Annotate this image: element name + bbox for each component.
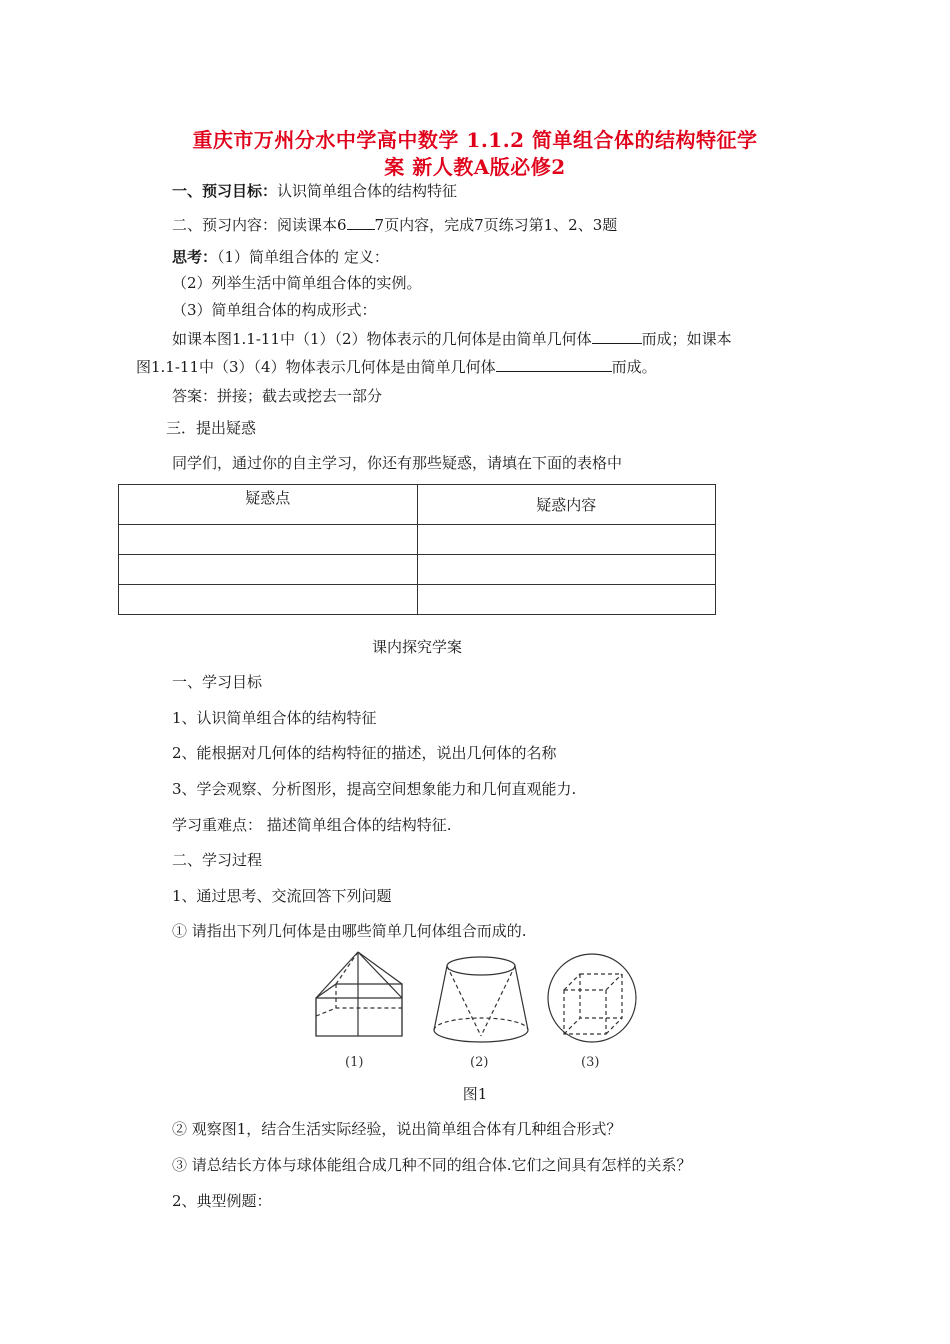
figure-label-3: (3) bbox=[581, 1055, 600, 1070]
goal-1: 1、认识简单组合体的结构特征 bbox=[172, 709, 377, 727]
goals-heading: 一、学习目标 bbox=[172, 673, 263, 691]
goal-3: 3、学会观察、分析图形，提高空间想象能力和几何直观能力. bbox=[172, 780, 577, 798]
table-cell[interactable] bbox=[417, 585, 716, 615]
doubts-table bbox=[118, 484, 716, 615]
inclass-title: 课内探究学案 bbox=[371, 638, 462, 656]
preview-goal bbox=[172, 180, 457, 201]
preview-content-text: 二、预习内容：阅读课本6 bbox=[172, 216, 347, 234]
figure-label-1: (1) bbox=[345, 1055, 364, 1070]
table-row bbox=[119, 555, 716, 585]
table-row bbox=[119, 585, 716, 615]
preview-content bbox=[172, 214, 617, 235]
fill-part3: 图1.1-11中（3）（4）物体表示几何体是由简单几何体 bbox=[136, 358, 496, 376]
step-2: 2、典型例题： bbox=[172, 1192, 272, 1210]
question-2: ② 观察图1，结合生活实际经验，说出简单组合体有几种组合形式？ bbox=[172, 1120, 622, 1138]
figure-1-solids bbox=[300, 944, 650, 1074]
think-q1 bbox=[172, 246, 389, 267]
fill-line-2 bbox=[136, 356, 657, 377]
table-cell[interactable] bbox=[119, 555, 418, 585]
think-label: 思考： bbox=[172, 248, 218, 266]
table-row bbox=[119, 525, 716, 555]
step-1: 1、通过思考、交流回答下列问题 bbox=[172, 887, 392, 905]
cube-in-sphere-shape bbox=[548, 954, 636, 1042]
process-heading: 二、学习过程 bbox=[172, 851, 263, 869]
table-header-row bbox=[119, 485, 716, 525]
preview-answer: 答案：拼接；截去或挖去一部分 bbox=[172, 387, 383, 405]
think-q3: （3）简单组合体的构成形式： bbox=[172, 301, 377, 319]
question-1: ① 请指出下列几何体是由哪些简单几何体组合而成的. bbox=[172, 922, 527, 940]
fill-part4: 而成。 bbox=[611, 358, 657, 376]
fill-part1: 如课本图1.1-11中（1）（2）物体表示的几何体是由简单几何体 bbox=[172, 330, 592, 348]
figure-label-2: (2) bbox=[470, 1055, 489, 1070]
blank-page bbox=[347, 215, 375, 230]
frustum-with-cone-shape bbox=[434, 957, 528, 1042]
preview-content-rest: 7页内容，完成7页练习第1、2、3题 bbox=[374, 216, 618, 234]
think-q2: （2）列举生活中简单组合体的实例。 bbox=[172, 274, 422, 292]
goal-2: 2、能根据对几何体的结构特征的描述，说出几何体的名称 bbox=[172, 744, 557, 762]
document-title-line1: 重庆市万州分水中学高中数学 1.1.2 简单组合体的结构特征学 bbox=[192, 128, 758, 152]
table-cell[interactable] bbox=[417, 525, 716, 555]
fill-part2: 而成；如课本 bbox=[641, 330, 732, 348]
preview-goal-text: 认识简单组合体的结构特征 bbox=[277, 182, 458, 200]
doubts-prompt: 同学们，通过你的自主学习，你还有那些疑惑，请填在下面的表格中 bbox=[172, 454, 623, 472]
table-header-doubt-content: 疑惑内容 bbox=[417, 485, 716, 525]
table-cell[interactable] bbox=[119, 525, 418, 555]
document-title-line2: 案 新人教A版必修2 bbox=[384, 155, 566, 179]
question-3: ③ 请总结长方体与球体能组合成几种不同的组合体.它们之间具有怎样的关系？ bbox=[172, 1156, 692, 1174]
pyramid-on-prism-shape bbox=[316, 952, 402, 1036]
key-point: 学习重难点： 描述简单组合体的结构特征. bbox=[172, 816, 452, 834]
doubts-heading: 三．提出疑惑 bbox=[166, 419, 257, 437]
think-q1-text: （1）简单组合体的 定义： bbox=[217, 248, 389, 266]
table-cell[interactable] bbox=[119, 585, 418, 615]
preview-goal-label: 一、预习目标： bbox=[172, 182, 278, 200]
blank-1 bbox=[592, 329, 642, 344]
figure-caption: 图1 bbox=[462, 1085, 488, 1103]
table-header-doubt-point: 疑惑点 bbox=[119, 485, 418, 525]
blank-2 bbox=[496, 357, 612, 372]
fill-line-1 bbox=[172, 328, 732, 349]
table-cell[interactable] bbox=[417, 555, 716, 585]
